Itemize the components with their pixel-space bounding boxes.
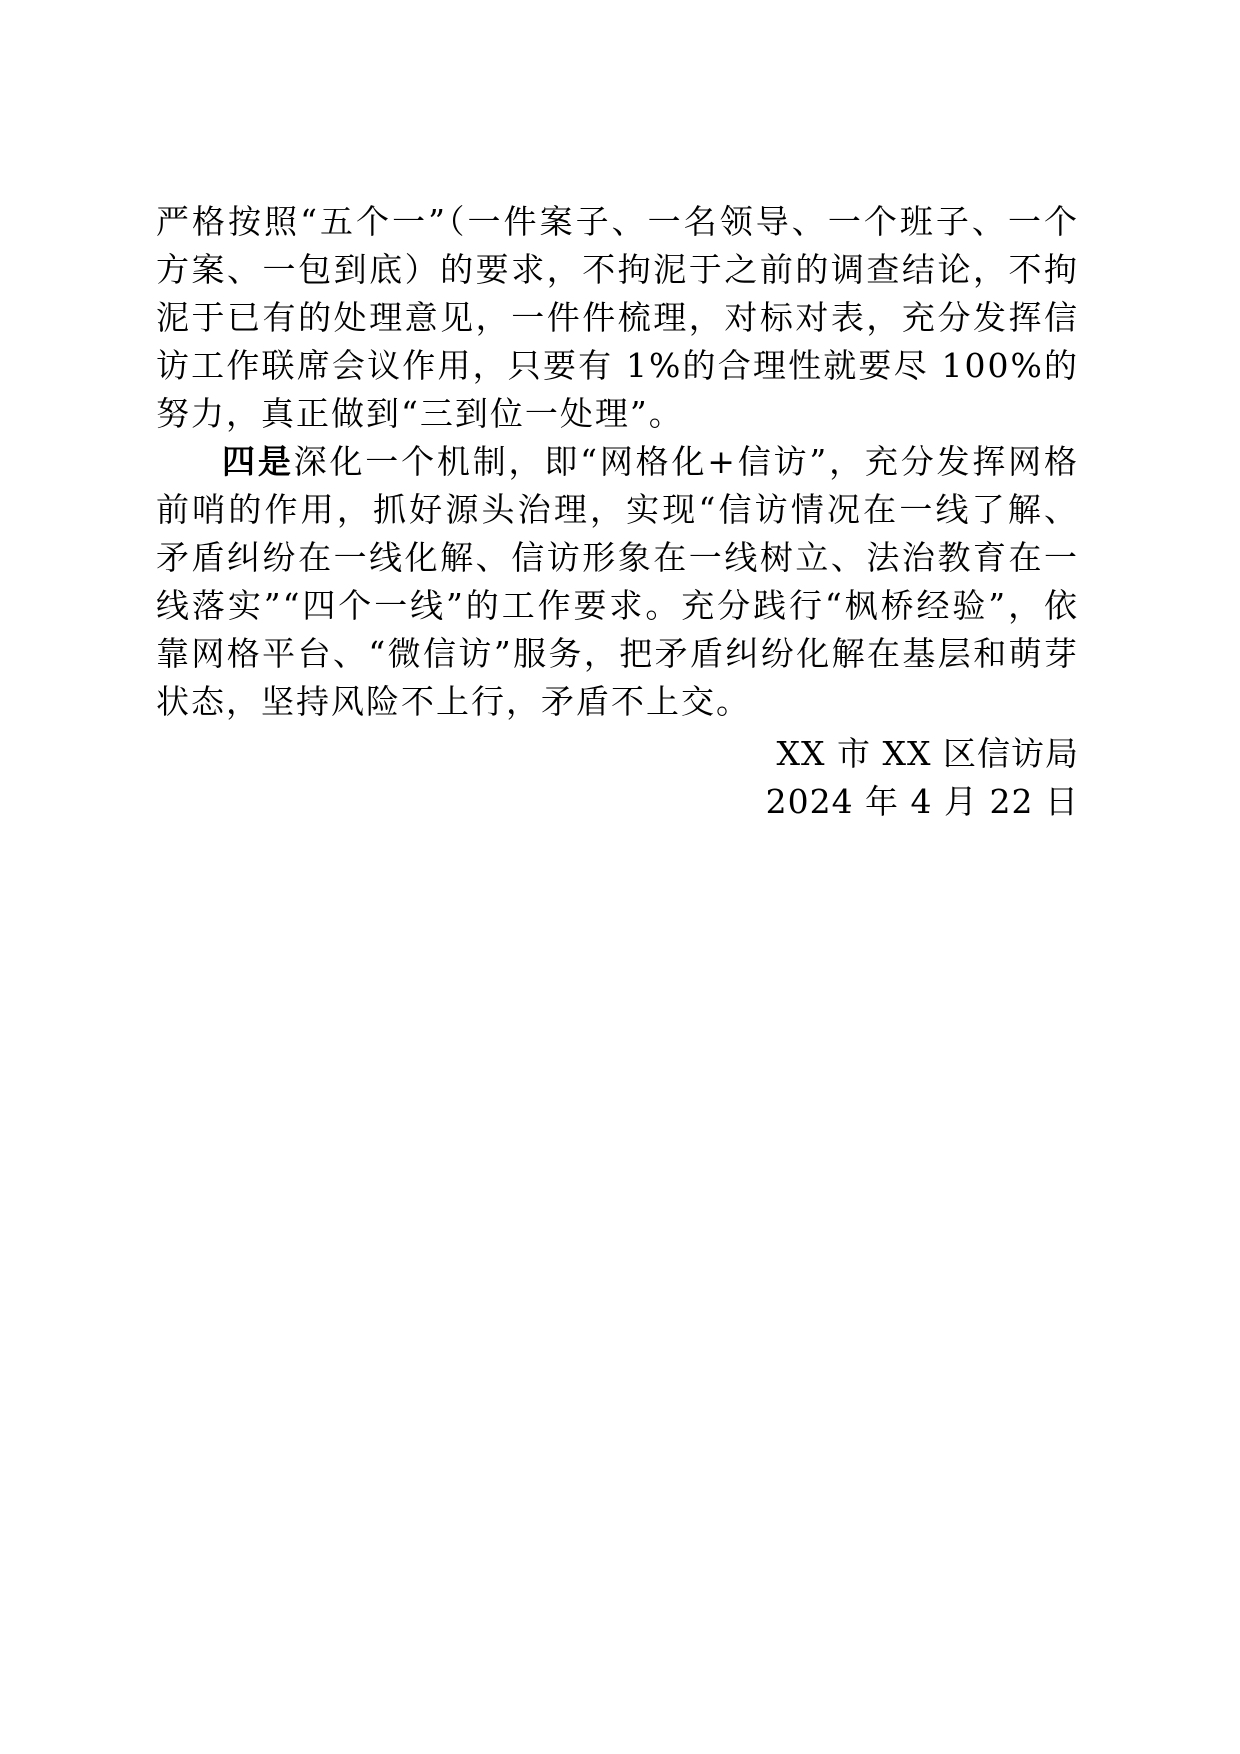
paragraph-text: 深化一个机制，即“网格化+信访”，充分发挥网格前哨的作用，抓好源头治理，实现“信访情况在一线了解、矛盾纠纷在一线化解、信访形象在一线树立、法治教育在一线落实”“四个一线”的工作要求。充分践行“枫桥经验”，依靠网格平台、“微信访”服务，把矛盾纠纷化解在基层和萌芽状态，坚持风险不上行，矛盾不上交。 — [156, 442, 1079, 721]
signature-organization: XX 市 XX 区信访局 — [776, 734, 1079, 773]
signature-date: 2024 年 4 月 22 日 — [765, 782, 1079, 821]
paragraph-continuation — [156, 198, 1079, 438]
document-page — [156, 198, 1079, 826]
paragraph-lead: 四是 — [222, 442, 294, 481]
signature-block — [156, 730, 1079, 826]
paragraph-text: 严格按照“五个一”（一件案子、一名领导、一个班子、一个方案、一包到底）的要求，不拘泥于之前的调查结论，不拘泥于已有的处理意见，一件件梳理，对标对表，充分发挥信访工作联席会议作用，只要有 1%的合理性就要尽 100%的努力，真正做到“三到位一处理”。 — [156, 202, 1079, 433]
paragraph-point-four — [156, 438, 1079, 726]
